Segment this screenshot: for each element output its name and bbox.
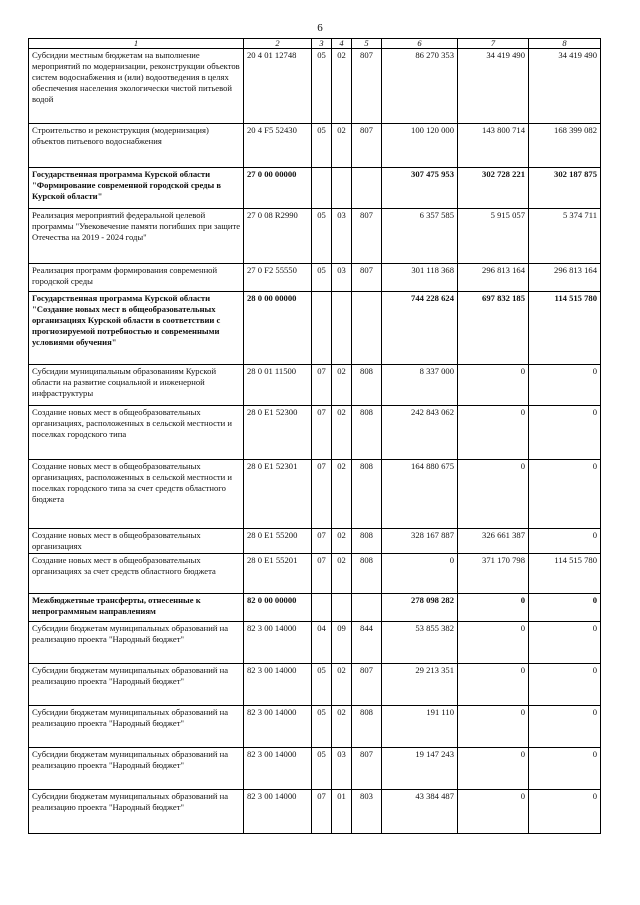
row-value-2: 0 xyxy=(458,622,529,664)
header-cell: 5 xyxy=(352,39,382,49)
row-section: 07 xyxy=(312,554,332,594)
row-value-2: 0 xyxy=(458,664,529,706)
row-section: 05 xyxy=(312,264,332,292)
row-name: Субсидии бюджетам муниципальных образований на реализацию проекта "Народный бюджет" xyxy=(29,664,244,706)
row-value-2: 0 xyxy=(458,406,529,460)
row-value-1: 0 xyxy=(382,554,458,594)
row-code: 82 3 00 14000 xyxy=(244,706,312,748)
row-value-3: 168 399 082 xyxy=(529,124,601,168)
row-subsection: 02 xyxy=(332,406,352,460)
header-cell: 1 xyxy=(29,39,244,49)
row-value-1: 328 167 887 xyxy=(382,529,458,554)
row-type: 807 xyxy=(352,664,382,706)
row-code: 27 0 F2 55550 xyxy=(244,264,312,292)
row-name: Реализация мероприятий федеральной целевой программы "Увековечение памяти погибших при защите Отечества на 2019 - 2024 годы" xyxy=(29,209,244,264)
row-type xyxy=(352,168,382,209)
table-row xyxy=(29,622,601,664)
row-subsection: 03 xyxy=(332,264,352,292)
row-value-2: 0 xyxy=(458,790,529,834)
row-subsection: 02 xyxy=(332,365,352,406)
header-cell: 6 xyxy=(382,39,458,49)
row-type: 807 xyxy=(352,209,382,264)
row-section: 07 xyxy=(312,790,332,834)
row-subsection xyxy=(332,292,352,365)
table-row xyxy=(29,664,601,706)
row-value-3: 0 xyxy=(529,594,601,622)
row-value-2: 0 xyxy=(458,706,529,748)
row-code: 27 0 08 R2990 xyxy=(244,209,312,264)
row-name: Субсидии местным бюджетам на выполнение мероприятий по модернизации, реконструкции объектов систем водоснабжения и (или) водоотведения в целях обеспечения населения экологически чистой питьевой водой xyxy=(29,49,244,124)
row-value-1: 29 213 351 xyxy=(382,664,458,706)
header-cell: 4 xyxy=(332,39,352,49)
row-value-2: 296 813 164 xyxy=(458,264,529,292)
row-type: 808 xyxy=(352,529,382,554)
row-subsection: 02 xyxy=(332,49,352,124)
row-code: 28 0 01 11500 xyxy=(244,365,312,406)
row-code: 28 0 00 00000 xyxy=(244,292,312,365)
row-type: 844 xyxy=(352,622,382,664)
row-value-1: 8 337 000 xyxy=(382,365,458,406)
row-name: Субсидии бюджетам муниципальных образований на реализацию проекта "Народный бюджет" xyxy=(29,748,244,790)
row-section: 05 xyxy=(312,124,332,168)
table-row xyxy=(29,594,601,622)
row-value-3: 302 187 875 xyxy=(529,168,601,209)
row-name: Создание новых мест в общеобразовательных организациях, расположенных в сельской местности и поселках городского типа за счет средств областного бюджета xyxy=(29,460,244,529)
row-subsection: 01 xyxy=(332,790,352,834)
row-value-2: 697 832 185 xyxy=(458,292,529,365)
table-row xyxy=(29,365,601,406)
page-number: 6 xyxy=(317,22,323,34)
row-value-3: 0 xyxy=(529,664,601,706)
row-value-1: 301 118 368 xyxy=(382,264,458,292)
header-row xyxy=(29,39,601,49)
row-name: Создание новых мест в общеобразовательных организациях за счет средств областного бюджета xyxy=(29,554,244,594)
row-value-2: 143 800 714 xyxy=(458,124,529,168)
row-subsection: 09 xyxy=(332,622,352,664)
row-type: 803 xyxy=(352,790,382,834)
row-subsection: 03 xyxy=(332,209,352,264)
row-name: Субсидии бюджетам муниципальных образований на реализацию проекта "Народный бюджет" xyxy=(29,622,244,664)
row-value-1: 19 147 243 xyxy=(382,748,458,790)
row-code: 82 3 00 14000 xyxy=(244,622,312,664)
row-code: 27 0 00 00000 xyxy=(244,168,312,209)
table-row xyxy=(29,706,601,748)
row-value-3: 0 xyxy=(529,790,601,834)
header-cell: 7 xyxy=(458,39,529,49)
row-type: 808 xyxy=(352,706,382,748)
row-subsection xyxy=(332,594,352,622)
row-value-1: 242 843 062 xyxy=(382,406,458,460)
row-value-3: 0 xyxy=(529,406,601,460)
row-code: 82 3 00 14000 xyxy=(244,748,312,790)
row-code: 28 0 E1 52301 xyxy=(244,460,312,529)
row-type: 808 xyxy=(352,554,382,594)
budget-table xyxy=(28,38,601,834)
row-value-3: 5 374 711 xyxy=(529,209,601,264)
row-section xyxy=(312,292,332,365)
row-section: 05 xyxy=(312,209,332,264)
header-cell: 2 xyxy=(244,39,312,49)
row-value-1: 278 098 282 xyxy=(382,594,458,622)
row-value-3: 114 515 780 xyxy=(529,292,601,365)
row-value-3: 114 515 780 xyxy=(529,554,601,594)
row-code: 28 0 E1 52300 xyxy=(244,406,312,460)
row-name: Субсидии муниципальным образованиям Курской области на развитие социальной и инженерной инфраструктуры xyxy=(29,365,244,406)
row-code: 20 4 F5 52430 xyxy=(244,124,312,168)
table-row xyxy=(29,460,601,529)
row-name: Реализация программ формирования современной городской среды xyxy=(29,264,244,292)
row-value-2: 5 915 057 xyxy=(458,209,529,264)
row-value-2: 0 xyxy=(458,748,529,790)
row-type xyxy=(352,292,382,365)
row-section: 07 xyxy=(312,529,332,554)
row-name: Межбюджетные трансферты, отнесенные к непрограммным направлениям xyxy=(29,594,244,622)
row-type: 808 xyxy=(352,460,382,529)
row-name: Создание новых мест в общеобразовательных организациях xyxy=(29,529,244,554)
table-row xyxy=(29,49,601,124)
row-value-2: 0 xyxy=(458,594,529,622)
row-subsection: 03 xyxy=(332,748,352,790)
row-section xyxy=(312,594,332,622)
row-name: Строительство и реконструкция (модернизация) объектов питьевого водоснабжения xyxy=(29,124,244,168)
row-value-2: 34 419 490 xyxy=(458,49,529,124)
row-value-1: 307 475 953 xyxy=(382,168,458,209)
row-subsection: 02 xyxy=(332,706,352,748)
table-row xyxy=(29,264,601,292)
row-value-1: 86 270 353 xyxy=(382,49,458,124)
row-value-3: 34 419 490 xyxy=(529,49,601,124)
row-subsection: 02 xyxy=(332,124,352,168)
row-subsection: 02 xyxy=(332,529,352,554)
row-type xyxy=(352,594,382,622)
table-row xyxy=(29,748,601,790)
row-value-1: 744 228 624 xyxy=(382,292,458,365)
table-row xyxy=(29,406,601,460)
row-type: 808 xyxy=(352,406,382,460)
row-name: Субсидии бюджетам муниципальных образований на реализацию проекта "Народный бюджет" xyxy=(29,790,244,834)
row-section: 07 xyxy=(312,406,332,460)
row-value-1: 53 855 382 xyxy=(382,622,458,664)
row-value-3: 0 xyxy=(529,748,601,790)
row-value-1: 100 120 000 xyxy=(382,124,458,168)
row-name: Государственная программа Курской области "Формирование современной городской среды в Курской области" xyxy=(29,168,244,209)
row-code: 82 3 00 14000 xyxy=(244,790,312,834)
row-section: 05 xyxy=(312,748,332,790)
row-type: 807 xyxy=(352,124,382,168)
row-name: Субсидии бюджетам муниципальных образований на реализацию проекта "Народный бюджет" xyxy=(29,706,244,748)
row-section xyxy=(312,168,332,209)
row-value-2: 0 xyxy=(458,365,529,406)
row-value-3: 296 813 164 xyxy=(529,264,601,292)
row-type: 807 xyxy=(352,264,382,292)
row-value-1: 6 357 585 xyxy=(382,209,458,264)
row-section: 05 xyxy=(312,664,332,706)
row-value-2: 326 661 387 xyxy=(458,529,529,554)
row-name: Государственная программа Курской области "Создание новых мест в общеобразовательных организациях Курской области в соответствии с прогнозируемой потребностью и современными условиями обучения" xyxy=(29,292,244,365)
row-section: 05 xyxy=(312,706,332,748)
row-value-2: 302 728 221 xyxy=(458,168,529,209)
row-value-2: 371 170 798 xyxy=(458,554,529,594)
row-code: 20 4 01 12748 xyxy=(244,49,312,124)
row-type: 807 xyxy=(352,748,382,790)
row-code: 82 0 00 00000 xyxy=(244,594,312,622)
header-cell: 8 xyxy=(529,39,601,49)
row-code: 82 3 00 14000 xyxy=(244,664,312,706)
table-row xyxy=(29,529,601,554)
row-section: 07 xyxy=(312,365,332,406)
row-section: 05 xyxy=(312,49,332,124)
header-cell: 3 xyxy=(312,39,332,49)
row-value-3: 0 xyxy=(529,622,601,664)
row-subsection: 02 xyxy=(332,664,352,706)
row-type: 808 xyxy=(352,365,382,406)
row-section: 07 xyxy=(312,460,332,529)
table-row xyxy=(29,554,601,594)
table-row xyxy=(29,168,601,209)
row-subsection: 02 xyxy=(332,460,352,529)
row-value-1: 164 880 675 xyxy=(382,460,458,529)
row-section: 04 xyxy=(312,622,332,664)
row-subsection: 02 xyxy=(332,554,352,594)
table-row xyxy=(29,124,601,168)
row-name: Создание новых мест в общеобразовательных организациях, расположенных в сельской местности и поселках городского типа xyxy=(29,406,244,460)
row-value-1: 43 384 487 xyxy=(382,790,458,834)
table-row xyxy=(29,790,601,834)
row-value-3: 0 xyxy=(529,365,601,406)
row-code: 28 0 E1 55200 xyxy=(244,529,312,554)
row-value-2: 0 xyxy=(458,460,529,529)
row-value-1: 191 110 xyxy=(382,706,458,748)
row-value-3: 0 xyxy=(529,706,601,748)
row-value-3: 0 xyxy=(529,460,601,529)
row-value-3: 0 xyxy=(529,529,601,554)
row-type: 807 xyxy=(352,49,382,124)
row-code: 28 0 E1 55201 xyxy=(244,554,312,594)
table-row xyxy=(29,292,601,365)
table-row xyxy=(29,209,601,264)
row-subsection xyxy=(332,168,352,209)
